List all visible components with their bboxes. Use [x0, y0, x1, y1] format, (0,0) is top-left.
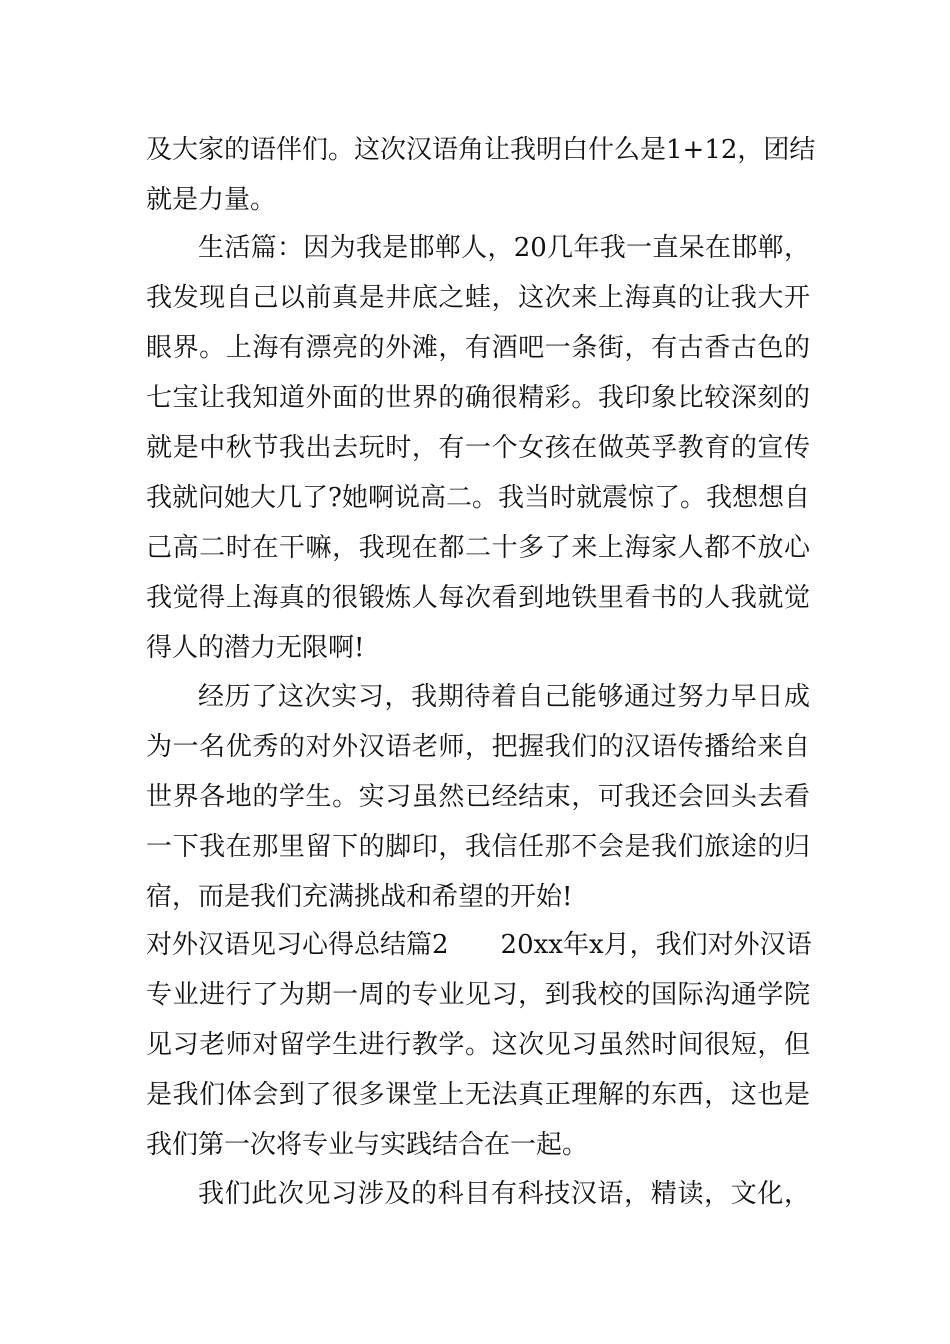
text-line: 世界各地的学生。实习虽然已经结束，可我还会回头去看 [146, 782, 810, 812]
text-line: 就是力量。 [146, 185, 277, 215]
text-line: 我们第一次将专业与实践结合在一起。 [146, 1130, 589, 1160]
text-line: 见习老师对留学生进行教学。这次见习虽然时间很短，但 [146, 1030, 810, 1060]
text-line: 及大家的语伴们。这次汉语角让我明白什么是1+12，团结 [146, 135, 816, 165]
section-heading-line: 对外汉语见习心得总结篇2 20xx年x月，我们对外汉语 [146, 930, 812, 960]
text-line: 我就问她大几了?她啊说高二。我当时就震惊了。我想想自 [146, 483, 810, 513]
text-line: 就是中秋节我出去玩时，有一个女孩在做英孚教育的宣传 [146, 433, 810, 463]
text-line: 我觉得上海真的很锻炼人每次看到地铁里看书的人我就觉 [146, 583, 810, 613]
text-line: 眼界。上海有漂亮的外滩，有酒吧一条街，有古香古色的 [146, 333, 810, 363]
text-line: 专业进行了为期一周的专业见习，到我校的国际沟通学院 [146, 980, 810, 1010]
text-line: 己高二时在干嘛，我现在都二十多了来上海家人都不放心 [146, 533, 810, 563]
text-line: 七宝让我知道外面的世界的确很精彩。我印象比较深刻的 [146, 383, 810, 413]
text-line: 我发现自己以前真是井底之蛙，这次来上海真的让我大开 [146, 283, 810, 313]
paragraph-start-line: 我们此次见习涉及的科目有科技汉语，精读，文化， [198, 1179, 810, 1209]
text-line: 一下我在那里留下的脚印，我信任那不会是我们旅途的归 [146, 832, 810, 862]
text-line: 宿，而是我们充满挑战和希望的开始! [146, 882, 573, 912]
text-line: 得人的潜力无限啊! [146, 633, 365, 663]
paragraph-start-line: 经历了这次实习，我期待着自己能够通过努力早日成 [198, 682, 810, 712]
paragraph-start-line: 生活篇：因为我是邯郸人，20几年我一直呆在邯郸， [198, 233, 810, 263]
text-line: 为一名优秀的对外汉语老师，把握我们的汉语传播给来自 [146, 732, 810, 762]
text-line: 是我们体会到了很多课堂上无法真正理解的东西，这也是 [146, 1080, 810, 1110]
